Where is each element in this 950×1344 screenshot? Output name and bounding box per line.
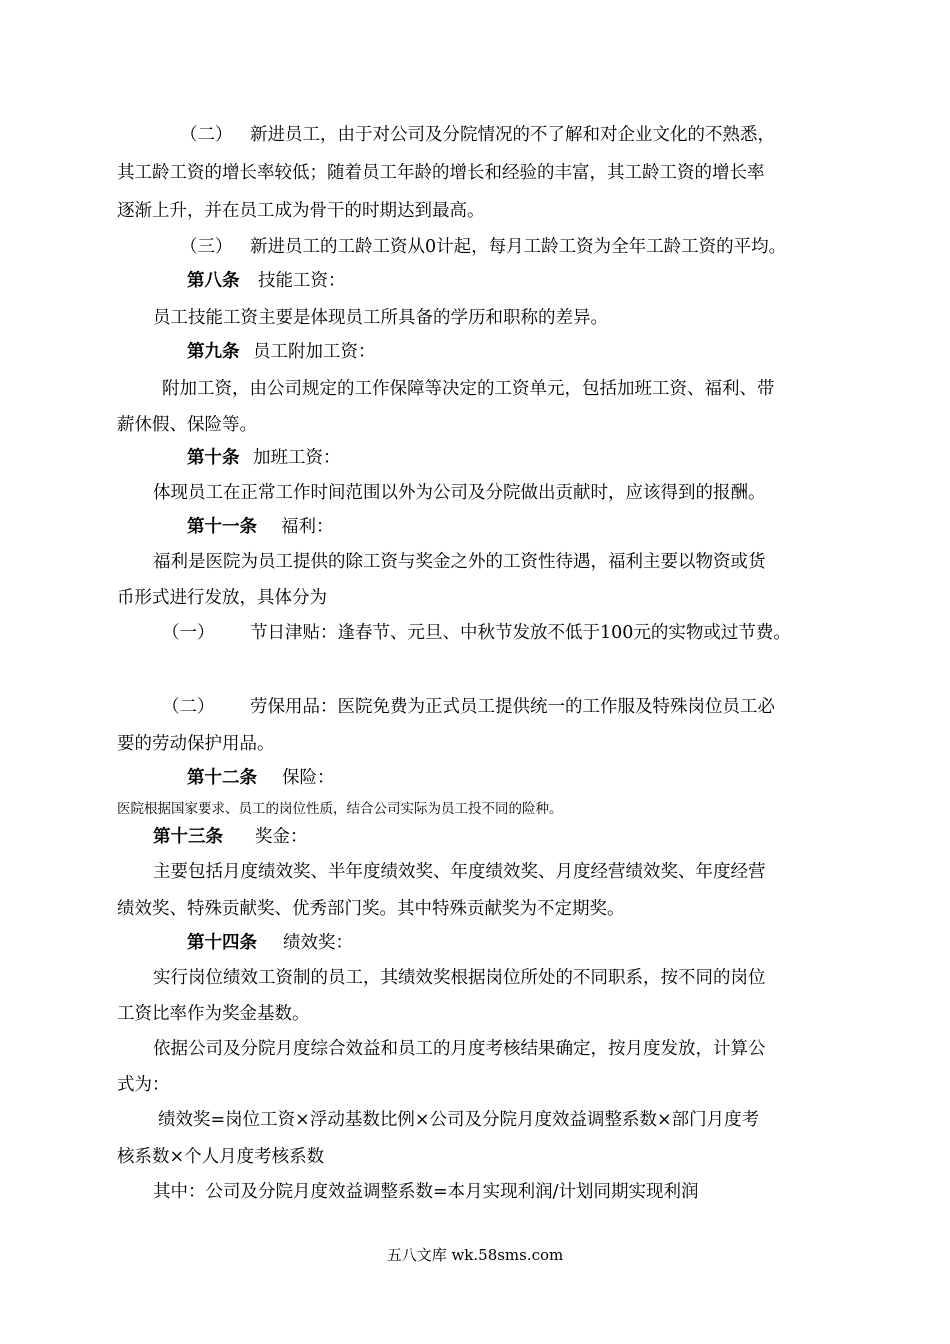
art9-title: 第九条 [187, 342, 240, 362]
art10-name: 加班工资： [253, 448, 341, 468]
art13-name: 奖金： [255, 827, 308, 847]
art11-item1-label: （一） [162, 623, 215, 643]
art14-line2: 工资比率作为奖金基数。 [117, 1004, 310, 1024]
art13-line1: 主要包括月度绩效奖、半年度绩效奖、年度绩效奖、月度经营绩效奖、年度经营 [153, 862, 766, 882]
art9-line2: 薪休假、保险等。 [117, 415, 257, 435]
art14-line5: 绩效奖=岗位工资×浮动基数比例×公司及分院月度效益调整系数×部门月度考 [158, 1110, 760, 1130]
art13-line2: 绩效奖、特殊贡献奖、优秀部门奖。其中特殊贡献奖为不定期奖。 [117, 899, 625, 919]
art11-line2: 币形式进行发放，具体分为 [117, 588, 327, 608]
p3-label: （三） [180, 237, 233, 257]
art12-line1: 医院根据国家要求、员工的岗位性质，结合公司实际为员工投不同的险种。 [117, 801, 563, 817]
art8-title: 第八条 [187, 271, 240, 291]
art11-item2-label: （二） [162, 697, 215, 717]
art14-line1: 实行岗位绩效工资制的员工，其绩效奖根据岗位所处的不同职系，按不同的岗位 [153, 968, 766, 988]
art14-title: 第十四条 [187, 933, 257, 953]
footer-watermark: 五八文库 wk.58sms.com [386, 1246, 564, 1264]
art11-line1: 福利是医院为员工提供的除工资与奖金之外的工资性待遇，福利主要以物资或货 [153, 552, 766, 572]
art14-name: 绩效奖： [283, 933, 353, 953]
p2-label: （二） [180, 125, 233, 145]
art9-line1: 附加工资，由公司规定的工作保障等决定的工资单元，包括加班工资、福利、带 [162, 379, 775, 399]
art14-line3: 依据公司及分院月度综合效益和员工的月度考核结果确定，按月度发放，计算公 [153, 1039, 766, 1059]
art10-line1: 体现员工在正常工作时间范围以外为公司及分院做出贡献时，应该得到的报酬。 [153, 483, 766, 503]
art8-name: 技能工资： [258, 271, 346, 291]
art11-item2-line1: 劳保用品：医院免费为正式员工提供统一的工作服及特殊岗位员工必 [250, 697, 775, 717]
art11-item2-line2: 要的劳动保护用品。 [117, 734, 275, 754]
art13-title: 第十三条 [153, 827, 223, 847]
art11-title: 第十一条 [187, 517, 257, 537]
p3-line1: 新进员工的工龄工资从0计起，每月工龄工资为全年工龄工资的平均。 [250, 237, 787, 257]
art10-title: 第十条 [187, 448, 240, 468]
art12-title: 第十二条 [187, 768, 257, 788]
art12-name: 保险： [282, 768, 335, 788]
art11-name: 福利： [281, 517, 334, 537]
art14-line7: 其中：公司及分院月度效益调整系数=本月实现利润/计划同期实现利润 [153, 1182, 699, 1202]
art11-item1-text: 节日津贴：逢春节、元旦、中秋节发放不低于100元的实物或过节费。 [250, 623, 791, 643]
p2-line2: 其工龄工资的增长率较低；随着员工年龄的增长和经验的丰富，其工龄工资的增长率 [117, 163, 765, 183]
art14-line4: 式为： [117, 1075, 170, 1095]
p2-line3: 逐渐上升，并在员工成为骨干的时期达到最高。 [117, 201, 485, 221]
art9-name: 员工附加工资： [253, 342, 376, 362]
art8-line1: 员工技能工资主要是体现员工所具备的学历和职称的差异。 [153, 308, 608, 328]
p2-line1: 新进员工，由于对公司及分院情况的不了解和对企业文化的不熟悉， [250, 125, 775, 145]
art14-line6: 核系数×个人月度考核系数 [117, 1147, 325, 1167]
